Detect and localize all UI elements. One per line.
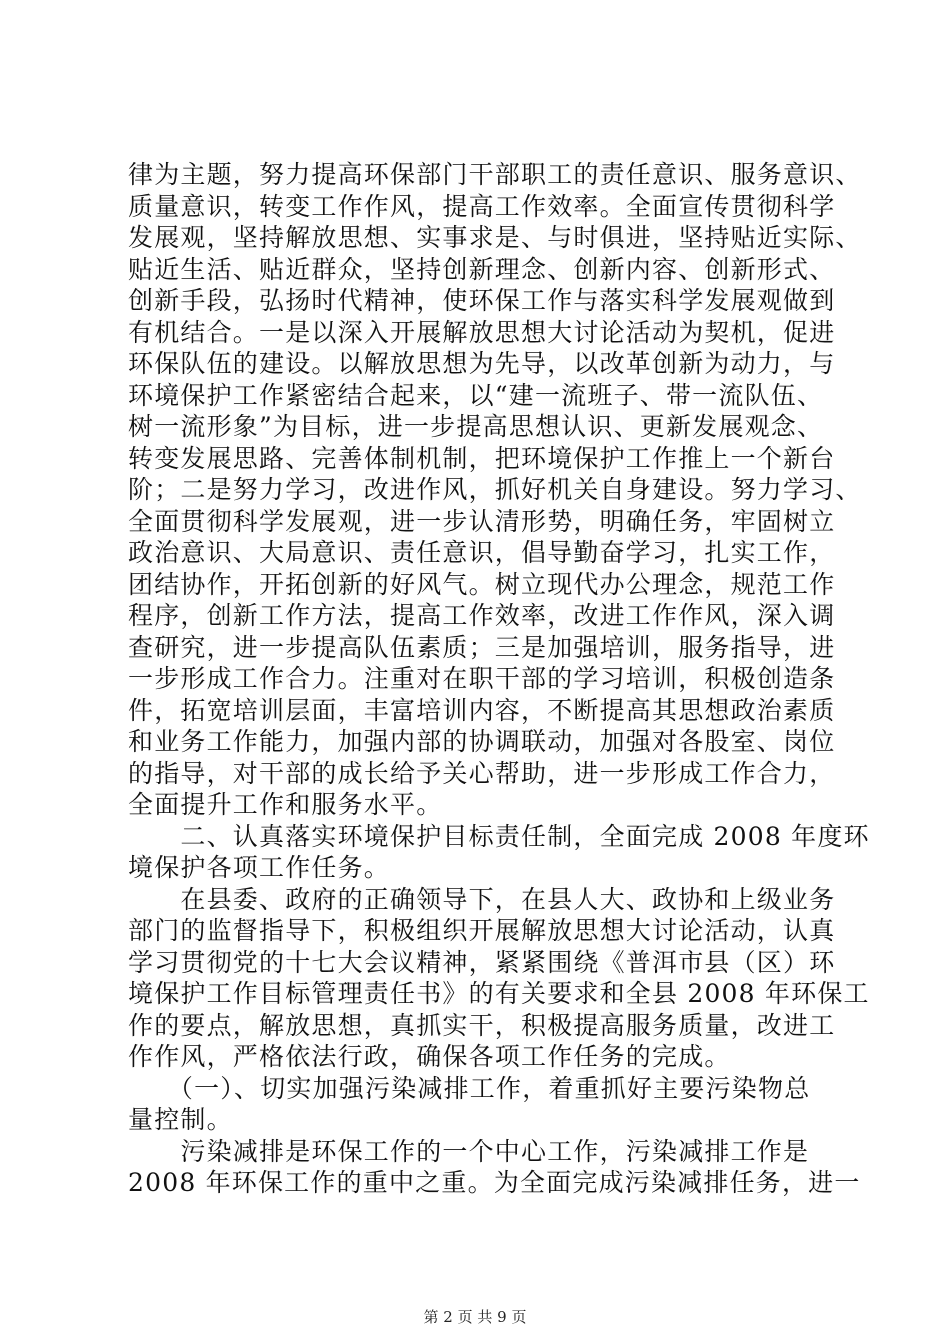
text-line: 有机结合。一是以深入开展解放思想大讨论活动为契机，促进: [128, 317, 836, 347]
text-line: 境保护工作目标管理责任书》的有关要求和全县 2008 年环保工: [128, 979, 870, 1008]
text-line: 境保护各项工作任务。: [128, 853, 391, 882]
text-line: 发展观，坚持解放思想、实事求是、与时俱进，坚持贴近实际、: [128, 223, 862, 252]
text-line: 量控制。: [128, 1105, 233, 1134]
text-line: 在县委、政府的正确领导下，在县人大、政协和上级业务: [128, 884, 836, 914]
text-line: 质量意识，转变工作作风，提高工作效率。全面宣传贯彻科学: [128, 191, 836, 221]
text-line: 作作风，严格依法行政，确保各项工作任务的完成。: [128, 1042, 731, 1071]
text-line: 阶；二是努力学习，改进作风，抓好机关自身建设。努力学习、: [128, 475, 862, 504]
text-line: 政治意识、大局意识、责任意识，倡导勤奋学习，扎实工作，: [128, 538, 836, 567]
text-line: 学习贯彻党的十七大会议精神，紧紧围绕《普洱市县（区）环: [128, 947, 836, 977]
text-line: 团结协作，开拓创新的好风气。树立现代办公理念，规范工作: [128, 569, 836, 599]
text-line: 件，拓宽培训层面，丰富培训内容，不断提高其思想政治素质: [128, 695, 836, 725]
text-line: 的指导，对干部的成长给予关心帮助，进一步形成工作合力，: [128, 758, 836, 788]
text-line: 一步形成工作合力。注重对在职干部的学习培训，积极创造条: [128, 664, 836, 693]
text-line: 2008 年环保工作的重中之重。为全面完成污染减排任务，进一: [128, 1168, 861, 1197]
text-line: 全面提升工作和服务水平。: [128, 790, 443, 819]
text-line: 转变发展思路、完善体制机制，把环境保护工作推上一个新台: [128, 443, 836, 473]
text-line: 污染减排是环保工作的一个中心工作，污染减排工作是: [128, 1136, 810, 1166]
text-line: 环保队伍的建设。以解放思想为先导，以改革创新为动力，与: [128, 349, 836, 378]
text-line: 贴近生活、贴近群众，坚持创新理念、创新内容、创新形式、: [128, 254, 836, 284]
text-line: 环境保护工作紧密结合起来，以“建一流班子、带一流队伍、: [128, 380, 824, 410]
text-line: 律为主题，努力提高环保部门干部职工的责任意识、服务意识、: [128, 160, 862, 189]
text-line: 树一流形象”为目标，进一步提高思想认识、更新发展观念、: [128, 412, 824, 441]
text-line: 查研究，进一步提高队伍素质；三是加强培训，服务指导，进: [128, 632, 836, 662]
text-line: 部门的监督指导下，积极组织开展解放思想大讨论活动，认真: [128, 916, 836, 945]
text-line: 作的要点，解放思想，真抓实干，积极提高服务质量，改进工: [128, 1010, 836, 1040]
text-line: 全面贯彻科学发展观，进一步认清形势，明确任务，牢固树立: [128, 506, 836, 536]
text-line: 和业务工作能力，加强内部的协调联动，加强对各股室、岗位: [128, 727, 836, 756]
text-line: 二、认真落实环境保护目标责任制，全面完成 2008 年度环: [128, 821, 870, 851]
text-line: 程序，创新工作方法，提高工作效率，改进工作作风，深入调: [128, 601, 836, 630]
text-line: 创新手段，弘扬时代精神，使环保工作与落实科学发展观做到: [128, 286, 836, 315]
text-line: （一）、切实加强污染减排工作，着重抓好主要污染物总: [128, 1073, 811, 1103]
body-text: [128, 159, 870, 1199]
page-footer: 第 2 页 共 9 页: [423, 1308, 527, 1326]
